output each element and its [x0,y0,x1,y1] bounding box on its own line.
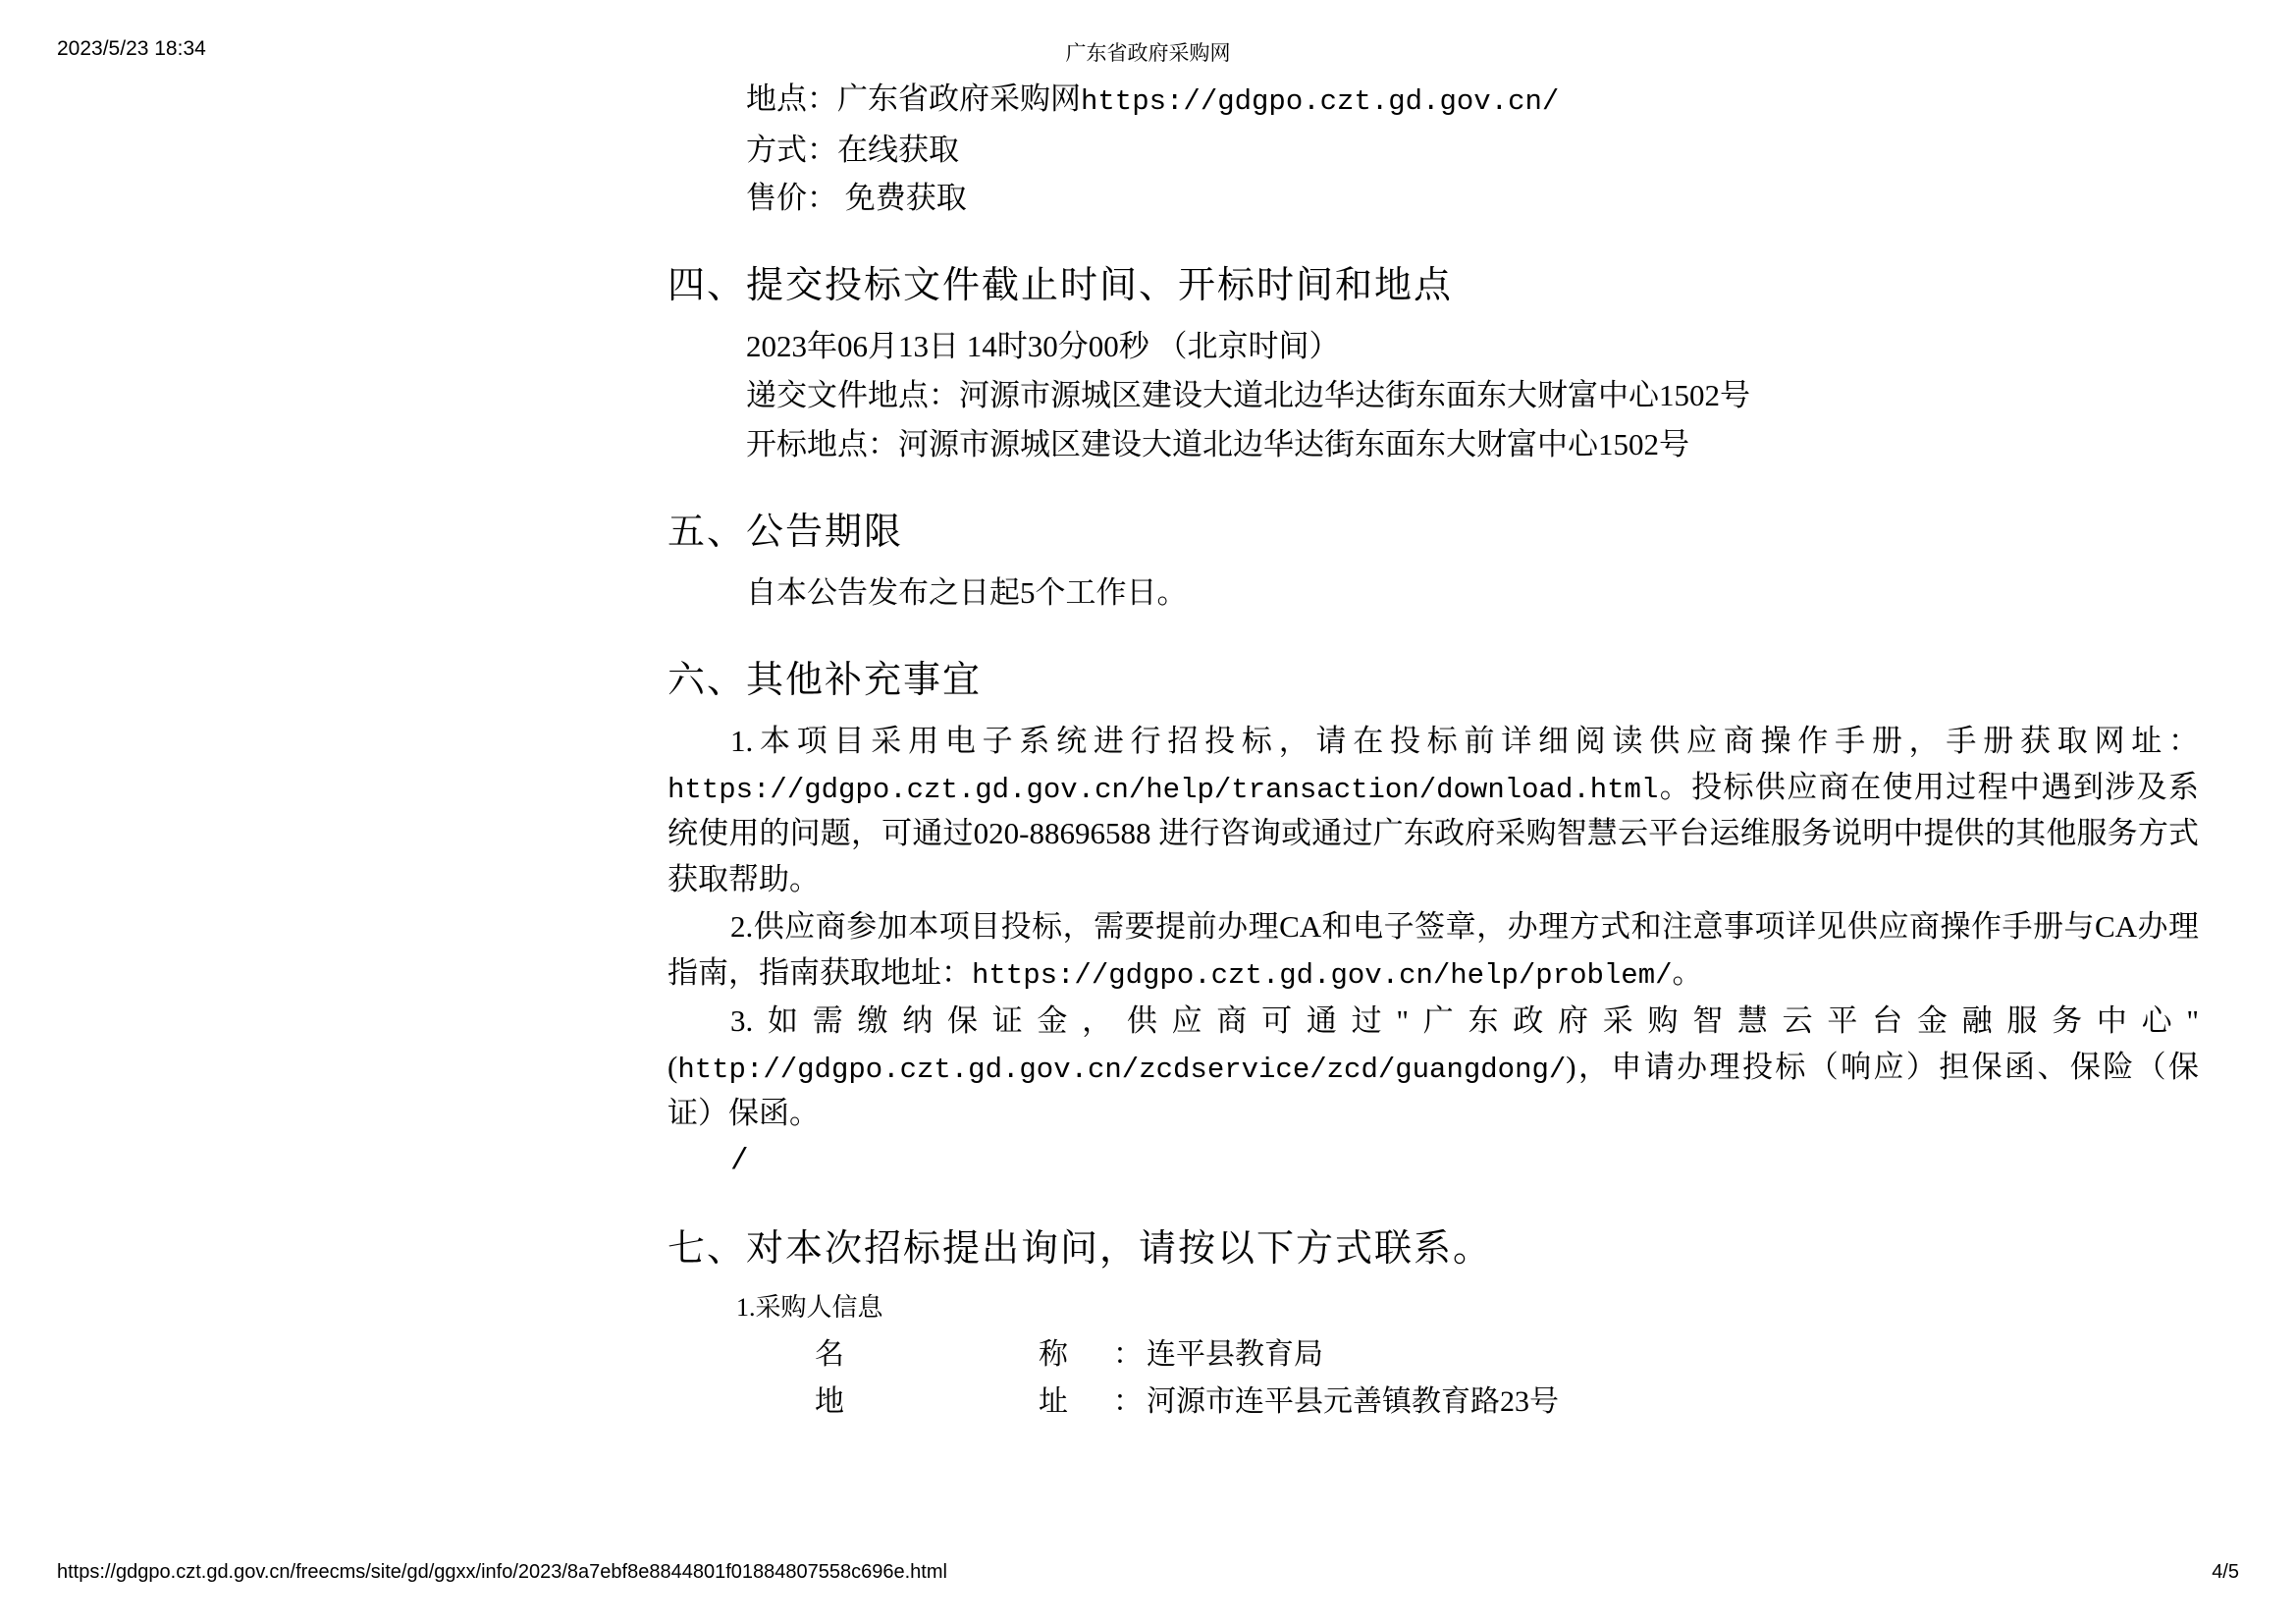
section-4-line-2: 递交文件地点：河源市源城区建设大道北边华达街东面东大财富中心1502号 [746,378,1750,413]
print-footer-url: https://gdgpo.czt.gd.gov.cn/freecms/site/gd/ggxx/info/2023/8a7ebf8e8844801f01884807558c696e.html [57,1561,947,1583]
section-4-line-3: 开标地点：河源市源城区建设大道北边华达街东面东大财富中心1502号 [746,426,1689,461]
lead-line-location-text: 地点：广东省政府采购网 [746,81,1081,116]
section-heading-6: 六、其他补充事宜 [667,660,983,702]
purchaser-name-row [815,1332,2199,1379]
section-heading-7: 七、对本次招标提出询问，请按以下方式联系。 [667,1228,1493,1271]
document-content [667,77,2199,1428]
print-header [0,37,2296,65]
lead-line-method-text: 方式：在线获取 [746,132,959,167]
section-6-paragraph-3-url: http://gdgpo.czt.gd.gov.cn/zcdservice/zcd/guangdong/ [677,1053,1567,1086]
print-header-date: 2023/5/23 18:34 [57,37,206,60]
section-6-trailing-slash: / [730,1143,749,1178]
section-4-line-1: 2023年06月13日 14时30分00秒 （北京时间） [746,329,1340,364]
lead-line-method [746,128,2199,173]
section-6-paragraph-1 [667,719,2199,902]
purchaser-name-value: 连平县教育局 [1147,1337,1323,1371]
section-6-paragraph-1-part1: 1.本项目采用电子系统进行招投标，请在投标前详细阅读供应商操作手册，手册获取网址： [730,724,2199,759]
section-6-paragraph-3-part2: )，申请办理投标（响应）担保函、保险（保证）保函。 [667,1049,2199,1131]
section-heading-5: 五、公告期限 [667,511,904,553]
section-6-paragraph-2-part2: 。 [1672,954,1703,990]
print-header-site-title: 广东省政府采购网 [1065,42,1231,65]
section-6-paragraph-1-part2: 。投标供应商在使用过程中遇到涉及系统使用的问题，可通过020-88696588 进行咨询或通过广东政府采购智慧云平台运维服务说明中提供的其他服务方式获取帮助。 [667,769,2199,896]
lead-line-price [746,176,2199,221]
print-footer-page-number: 4/5 [2212,1561,2239,1583]
section-6-paragraph-2-part1: 2.供应商参加本项目投标，需要提前办理CA和电子签章，办理方式和注意事项详见供应商操作手册与CA办理指南，指南获取地址： [667,909,2199,990]
section-heading-4: 四、提交投标文件截止时间、开标时间和地点 [667,264,1454,306]
section-5-line-1: 自本公告发布之日起5个工作日。 [746,575,1188,611]
lead-line-location-url: https://gdgpo.czt.gd.gov.cn/ [1081,85,1560,118]
purchaser-address-colon: ： [1113,1385,1143,1419]
section-6-paragraph-3 [667,999,2199,1137]
purchaser-address-value: 河源市连平县元善镇教育路23号 [1147,1385,1559,1419]
lead-block [667,77,2199,221]
section-6-paragraph-3-part1: 3.如需缴纳保证金，供应商可通过"广东政府采购智慧云平台金融服务中心"( [667,1003,2199,1084]
lead-line-price-text: 售价： 免费获取 [746,181,967,216]
section-6-paragraph-2-url: https://gdgpo.czt.gd.gov.cn/help/problem/ [972,958,1673,992]
purchaser-address-row [815,1380,2199,1426]
lead-line-location [746,77,2199,124]
purchaser-address-label: 地 址 [815,1385,1113,1419]
section-7-sub-item-purchaser-info: 1.采购人信息 [736,1292,883,1322]
section-6-paragraph-1-url: https://gdgpo.czt.gd.gov.cn/help/transaction/download.html [667,773,1659,806]
purchaser-name-colon: ： [1113,1337,1143,1371]
print-footer [0,1561,2296,1587]
purchaser-name-label: 名 称 [815,1337,1113,1371]
section-6-paragraph-2 [667,904,2199,997]
